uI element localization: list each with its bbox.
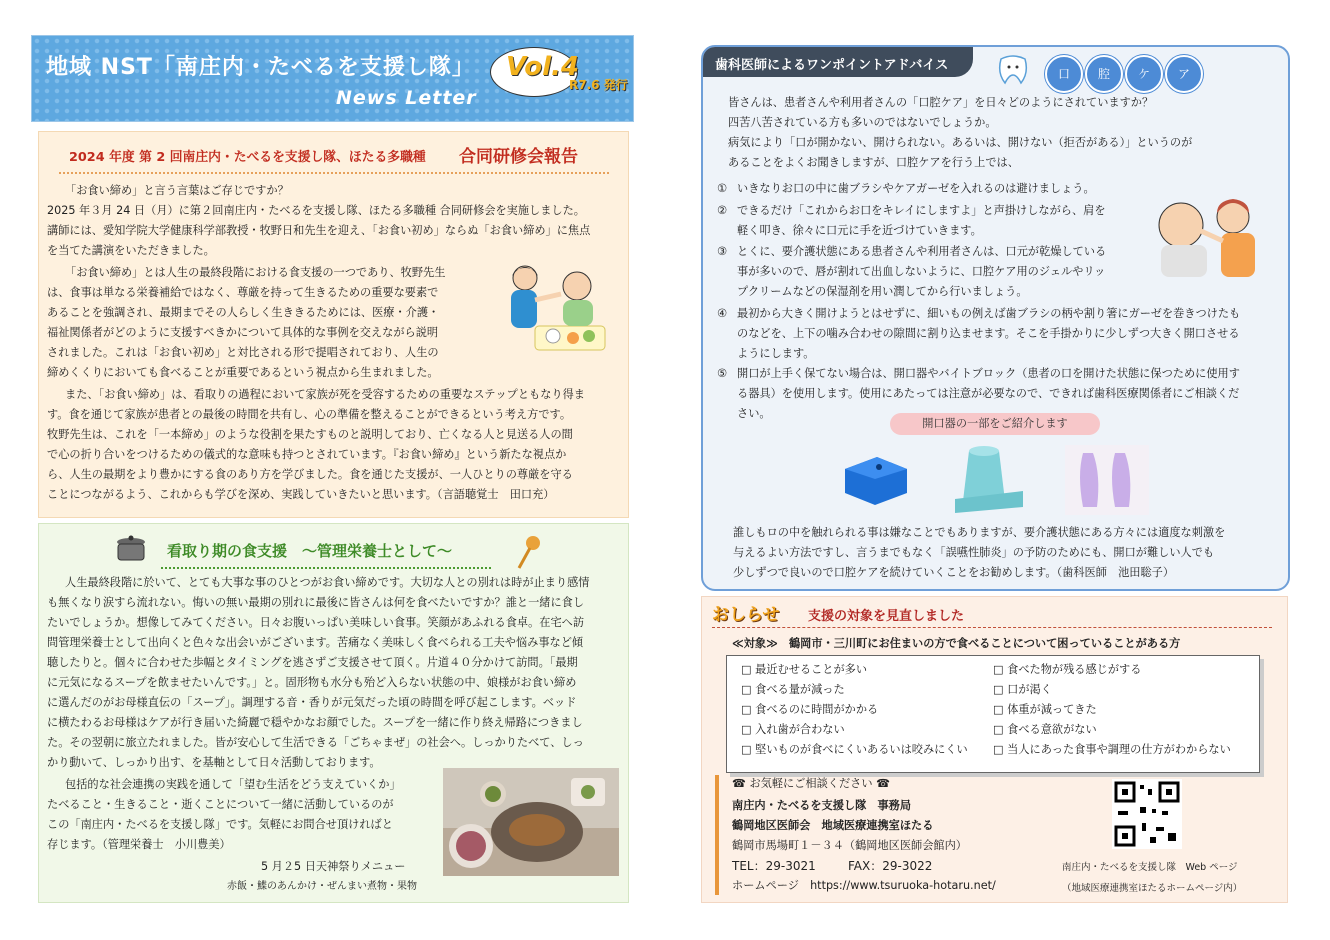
section2-divider [161, 567, 491, 569]
notice-badge: おしらせ [712, 605, 780, 625]
list-item-line: る器具）を使用します。使用にあたっては注意が必要なので、できれば歯科医療関係者にご相談くだ [737, 387, 1240, 400]
paragraph-line: に元気になるスープを飲ませたいんです。」と。固形物も水分も殆ど入らない状態の中、娘様がお食い締め [47, 676, 577, 689]
org-name: 南庄内・たべるを支援し隊 事務局 [732, 799, 912, 812]
section1-divider [59, 172, 609, 174]
tel-number: TEL：29-3021 [732, 859, 816, 873]
list-item-line: いきなりお口の中に歯ブラシやケアガーゼを入れるのは避けましょう。 [737, 182, 1095, 195]
paragraph-line: 講師には、愛知学院大学健康科学部教授・牧野日和先生を迎え、「お食い初め」ならぬ「お食い締め」に焦点 [47, 224, 591, 237]
qr-code-icon[interactable] [1112, 779, 1182, 849]
web-note: 南庄内・たべるを支援し隊 Web ページ [1062, 862, 1238, 873]
paragraph-line: たいでしょうか。想像してみてください。日々お腹いっぱい美味しい食事。笑顔があふれる食卓。在宅へ訪 [47, 616, 585, 629]
closing-line: 少しずつで良いので口腔ケアを続けていくことをお勧めします。（歯科医師 池田聡子） [733, 566, 1175, 579]
oral-care-advice-section [701, 45, 1290, 591]
web-note: （地域医療連携室ほたるホームページ内） [1062, 883, 1243, 894]
kana-circle: 口 [1045, 55, 1083, 93]
training-report-section [38, 131, 629, 518]
newsletter-header [31, 35, 634, 122]
list-number: ② [717, 204, 728, 217]
fax-number: FAX：29-3022 [848, 859, 933, 873]
list-number: ④ [717, 307, 728, 320]
photo-caption: 5 月２5 日天神祭りメニュー [261, 860, 406, 873]
checklist-item: □ 最近むせることが多い [741, 663, 868, 676]
bite-block-teal-image [949, 441, 1029, 519]
list-number: ③ [717, 245, 728, 258]
kana-circle: ア [1165, 55, 1203, 93]
checklist-item: □ 口が渇く [993, 683, 1052, 696]
cooking-pot-icon [111, 532, 151, 566]
list-item-line: できるだけ「これからお口をキレイにしますよ」と声掛けしながら、肩を [737, 204, 1106, 217]
support-target-notice-section [701, 596, 1288, 903]
paragraph-line: に横たわるお母様はケアが行き届いた綺麗で穏やかなお顔でした。スープを一緒に作り終え帰路につきまし [47, 716, 583, 729]
intro-line: 皆さんは、患者さんや利用者さんの「口腔ケア」を日々どのようにされていますか？ [728, 96, 1154, 109]
paragraph-line: で心の折り合いをつけるための儀式的な意味も持つとされています。『お食い締め』という新たな視点か [47, 448, 567, 461]
volume-label: Vol.4 [506, 52, 579, 82]
checklist-item: □ 食べた物が残る感じがする [993, 663, 1142, 676]
paragraph-line: を当てた講演をいただきました。 [47, 244, 215, 257]
notice-divider [712, 627, 1272, 628]
symptom-checklist [726, 655, 1260, 773]
list-item-line: とくに、要介護状態にある患者さんや利用者さんは、口元が乾燥している [737, 245, 1107, 258]
section1-title-emphasis: 合同研修会報告 [459, 147, 578, 167]
target-description: ≪対象≫ 鶴岡市・三川町にお住まいの方で食べることについて困っていることがある方 [732, 637, 1181, 650]
section2-title: 看取り期の食支援 ～管理栄養士として～ [167, 542, 453, 560]
section1-title: 2024 年度 第 2 回南庄内・たべるを支援し隊、ほたる多職種 [69, 150, 426, 165]
paragraph-line: た。その翌朝に旅立たれました。皆が安心して生活できる「ごちゃまぜ」の社会へ。しっかりたべて、しっ [47, 736, 584, 749]
paragraph-line: 締めくくりにおいても食べることが重要であるという視点から生まれました。 [47, 366, 439, 379]
paragraph-line: に選んだのがお母様直伝の「スープ」。調理する音・香りが元気だった頃の時間を呼び起こします。ベッド [47, 696, 577, 709]
newsletter-title: 地域 NST「南庄内・たべるを支援し隊」 [46, 55, 475, 80]
caregiver-feeding-illustration [495, 256, 615, 356]
festival-menu-photo [443, 768, 619, 876]
org-name: 鶴岡地区医師会 地域医療連携室ほたる [732, 819, 934, 832]
paragraph-line: あることを強調され、最期までその人らしく生ききるためには、医療・介護・ [47, 306, 440, 319]
paragraph-line: ら、人生の最期をより豊かにする食のあり方を学びました。食を通じた支援が、一人ひとりの尊厳を守る [47, 468, 573, 481]
paragraph-line: 福祉関係者がどのように支援すべきかについて具体的な事例を交えながら説明 [47, 326, 439, 339]
photo-caption-detail: 赤飯・鰈のあんかけ・ぜんまい煮物・果物 [227, 881, 417, 892]
list-item-line: プクリームなどの保湿剤を用い潤してから行いましょう。 [737, 285, 1028, 298]
paragraph-line: また、「お食い締め」は、看取りの過程において家族が死を受容するための重要なステップともなり得ま [65, 388, 585, 401]
paragraph-line: されました。これは「お食い初め」と対比される形で提唱されており、人生の [47, 346, 439, 359]
kana-circle: 腔 [1085, 55, 1123, 93]
paragraph-line: 「お食い締め」と言う言葉はご存じですか？ [65, 184, 289, 197]
oral-care-illustration [1141, 187, 1267, 279]
device-intro-label: 開口器の一部をご紹介します [890, 413, 1100, 435]
paragraph-line: ことにつながるよう、これからも学びを深め、実践していきたいと思います。（言語聴覚士 田口充） [47, 488, 555, 501]
list-item-line: ようにします。 [737, 347, 815, 360]
checklist-item: □ 食べるのに時間がかかる [741, 703, 879, 716]
list-item-line: 軽く叩き、徐々に口元に手を近づけていきます。 [737, 224, 982, 237]
contact-accent-bar [715, 775, 719, 895]
list-item-line: 開口が上手く保てない場合は、開口器やバイトブロック（患者の口を開けた状態に保つために使用す [737, 367, 1240, 380]
paragraph-line: 「お食い締め」とは人生の最終段階における食支援の一つであり、牧野先生 [65, 266, 446, 279]
paragraph-line: 包括的な社会連携の実践を通して「望む生活をどう支えていくか」 [65, 778, 401, 791]
closing-line: 与えるよい方法ですし、言うまでもなく「誤嚥性肺炎」の予防のためにも、開口が難しい人でも [733, 546, 1215, 559]
checklist-item: □ 食べる量が減った [741, 683, 845, 696]
end-of-life-nutrition-section [38, 523, 629, 903]
list-item-line: 事が多いので、唇が割れて出血しないように、口腔ケア用のジェルやリッ [737, 265, 1106, 278]
paragraph-line: は、食事は単なる栄養補給ではなく、尊厳を持って生きるための重要な要素で [47, 286, 439, 299]
closing-line: 誰しもロの中を触れられる事は嫌なことでもありますが、要介護状態にある方々には適度な刺激を [733, 526, 1226, 539]
list-item-line: のなどを、上下の噛み合わせの隙間に割り込ませます。そこを手掛かりに少しずつ大きく開口させる [737, 327, 1240, 340]
paragraph-line: 2025 年３月 24 日（月）に第２回南庄内・たべるを支援し隊、ほたる多職種 合同研修会を実施しました。 [47, 204, 585, 217]
list-item-line: さい。 [737, 407, 771, 420]
bite-block-blue-image [837, 447, 913, 511]
paragraph-line: 存じます。（管理栄養士 小川豊美） [47, 838, 231, 851]
checklist-item: □ 入れ歯が合わない [741, 723, 845, 736]
paragraph-line: 人生最終段階に於いて、とても大事な事のひとつがお食い締めです。大切な人との別れは時が止まり感情 [65, 576, 590, 589]
checklist-item: □ 体重が減ってきた [993, 703, 1097, 716]
list-item-line: 最初から大きく開けようとはせずに、細いもの例えば歯ブラシの柄や割り箸にガーゼを巻きつけたも [737, 307, 1241, 320]
homepage-link[interactable]: ホームページ https://www.tsuruoka-hotaru.net/ [732, 879, 996, 892]
tooth-icon [993, 53, 1033, 87]
intro-line: あることをよくお聞きしますが、口腔ケアを行う上では、 [728, 156, 1019, 169]
ladle-icon [513, 534, 543, 570]
newsletter-subtitle: News Letter [336, 87, 477, 109]
paragraph-line: 聴したりと。個々に合わせた歩幅とタイミングを逃さずご支援させて頂く。片道４０分かけて訪問。「最期 [47, 656, 578, 669]
mouth-opener-image [1061, 445, 1151, 515]
checklist-item: □ 食べる意欲がない [993, 723, 1097, 736]
paragraph-line: す。食を通じて家族が患者との最後の時間を共有し、心の準備を整えることができるという考え方です。 [47, 408, 572, 421]
paragraph-line: かり動いて、しっかり出す、を基軸として日々活動しております。 [47, 756, 381, 769]
advice-tag-label: 歯科医師によるワンポイントアドバイス [715, 58, 949, 73]
list-number: ⑤ [717, 367, 728, 380]
contact-heading: ☎ お気軽にご相談ください ☎ [732, 777, 891, 790]
address: 鶴岡市馬場町１－３４（鶴岡地区医師会館内） [732, 839, 967, 852]
paragraph-line: 牧野先生は、これを「一本締め」のような役割を果たすものと説明しており、亡くなる人と見送る人の間 [47, 428, 573, 441]
paragraph-line: たべること・生きること・逝くことについて一緒に活動しているのが [47, 798, 394, 811]
paragraph-line: 問管理栄養士として出向くと色々な出会いがございます。苦痛なく美味しく食べられる工夫や悩み事など傾 [47, 636, 584, 649]
paragraph-line: も無くなり涙すら流れない。悔いの無い最期の別れに最後に皆さんは何を食べたいですか？誰と一緒に食し [47, 596, 585, 609]
paragraph-line: この「南庄内・たべるを支援し隊」です。気軽にお問合せ頂ければと [47, 818, 393, 831]
notice-title: 支援の対象を見直しました [808, 609, 965, 624]
advice-tag [703, 47, 973, 77]
intro-line: 四苦八苦されている方も多いのではないでしょうか。 [728, 116, 997, 129]
issue-date: R7.6 発行 [569, 78, 628, 92]
list-number: ① [717, 182, 728, 195]
checklist-item: □ 堅いものが食べにくいあるいは咬みにくい [741, 743, 968, 756]
kana-circle: ケ [1125, 55, 1163, 93]
checklist-item: □ 当人にあった食事や調理の仕方がわからない [993, 743, 1231, 756]
intro-line: 病気により「口が開かない、開けられない。あるいは、開けない（拒否がある）」というのが [728, 136, 1193, 149]
